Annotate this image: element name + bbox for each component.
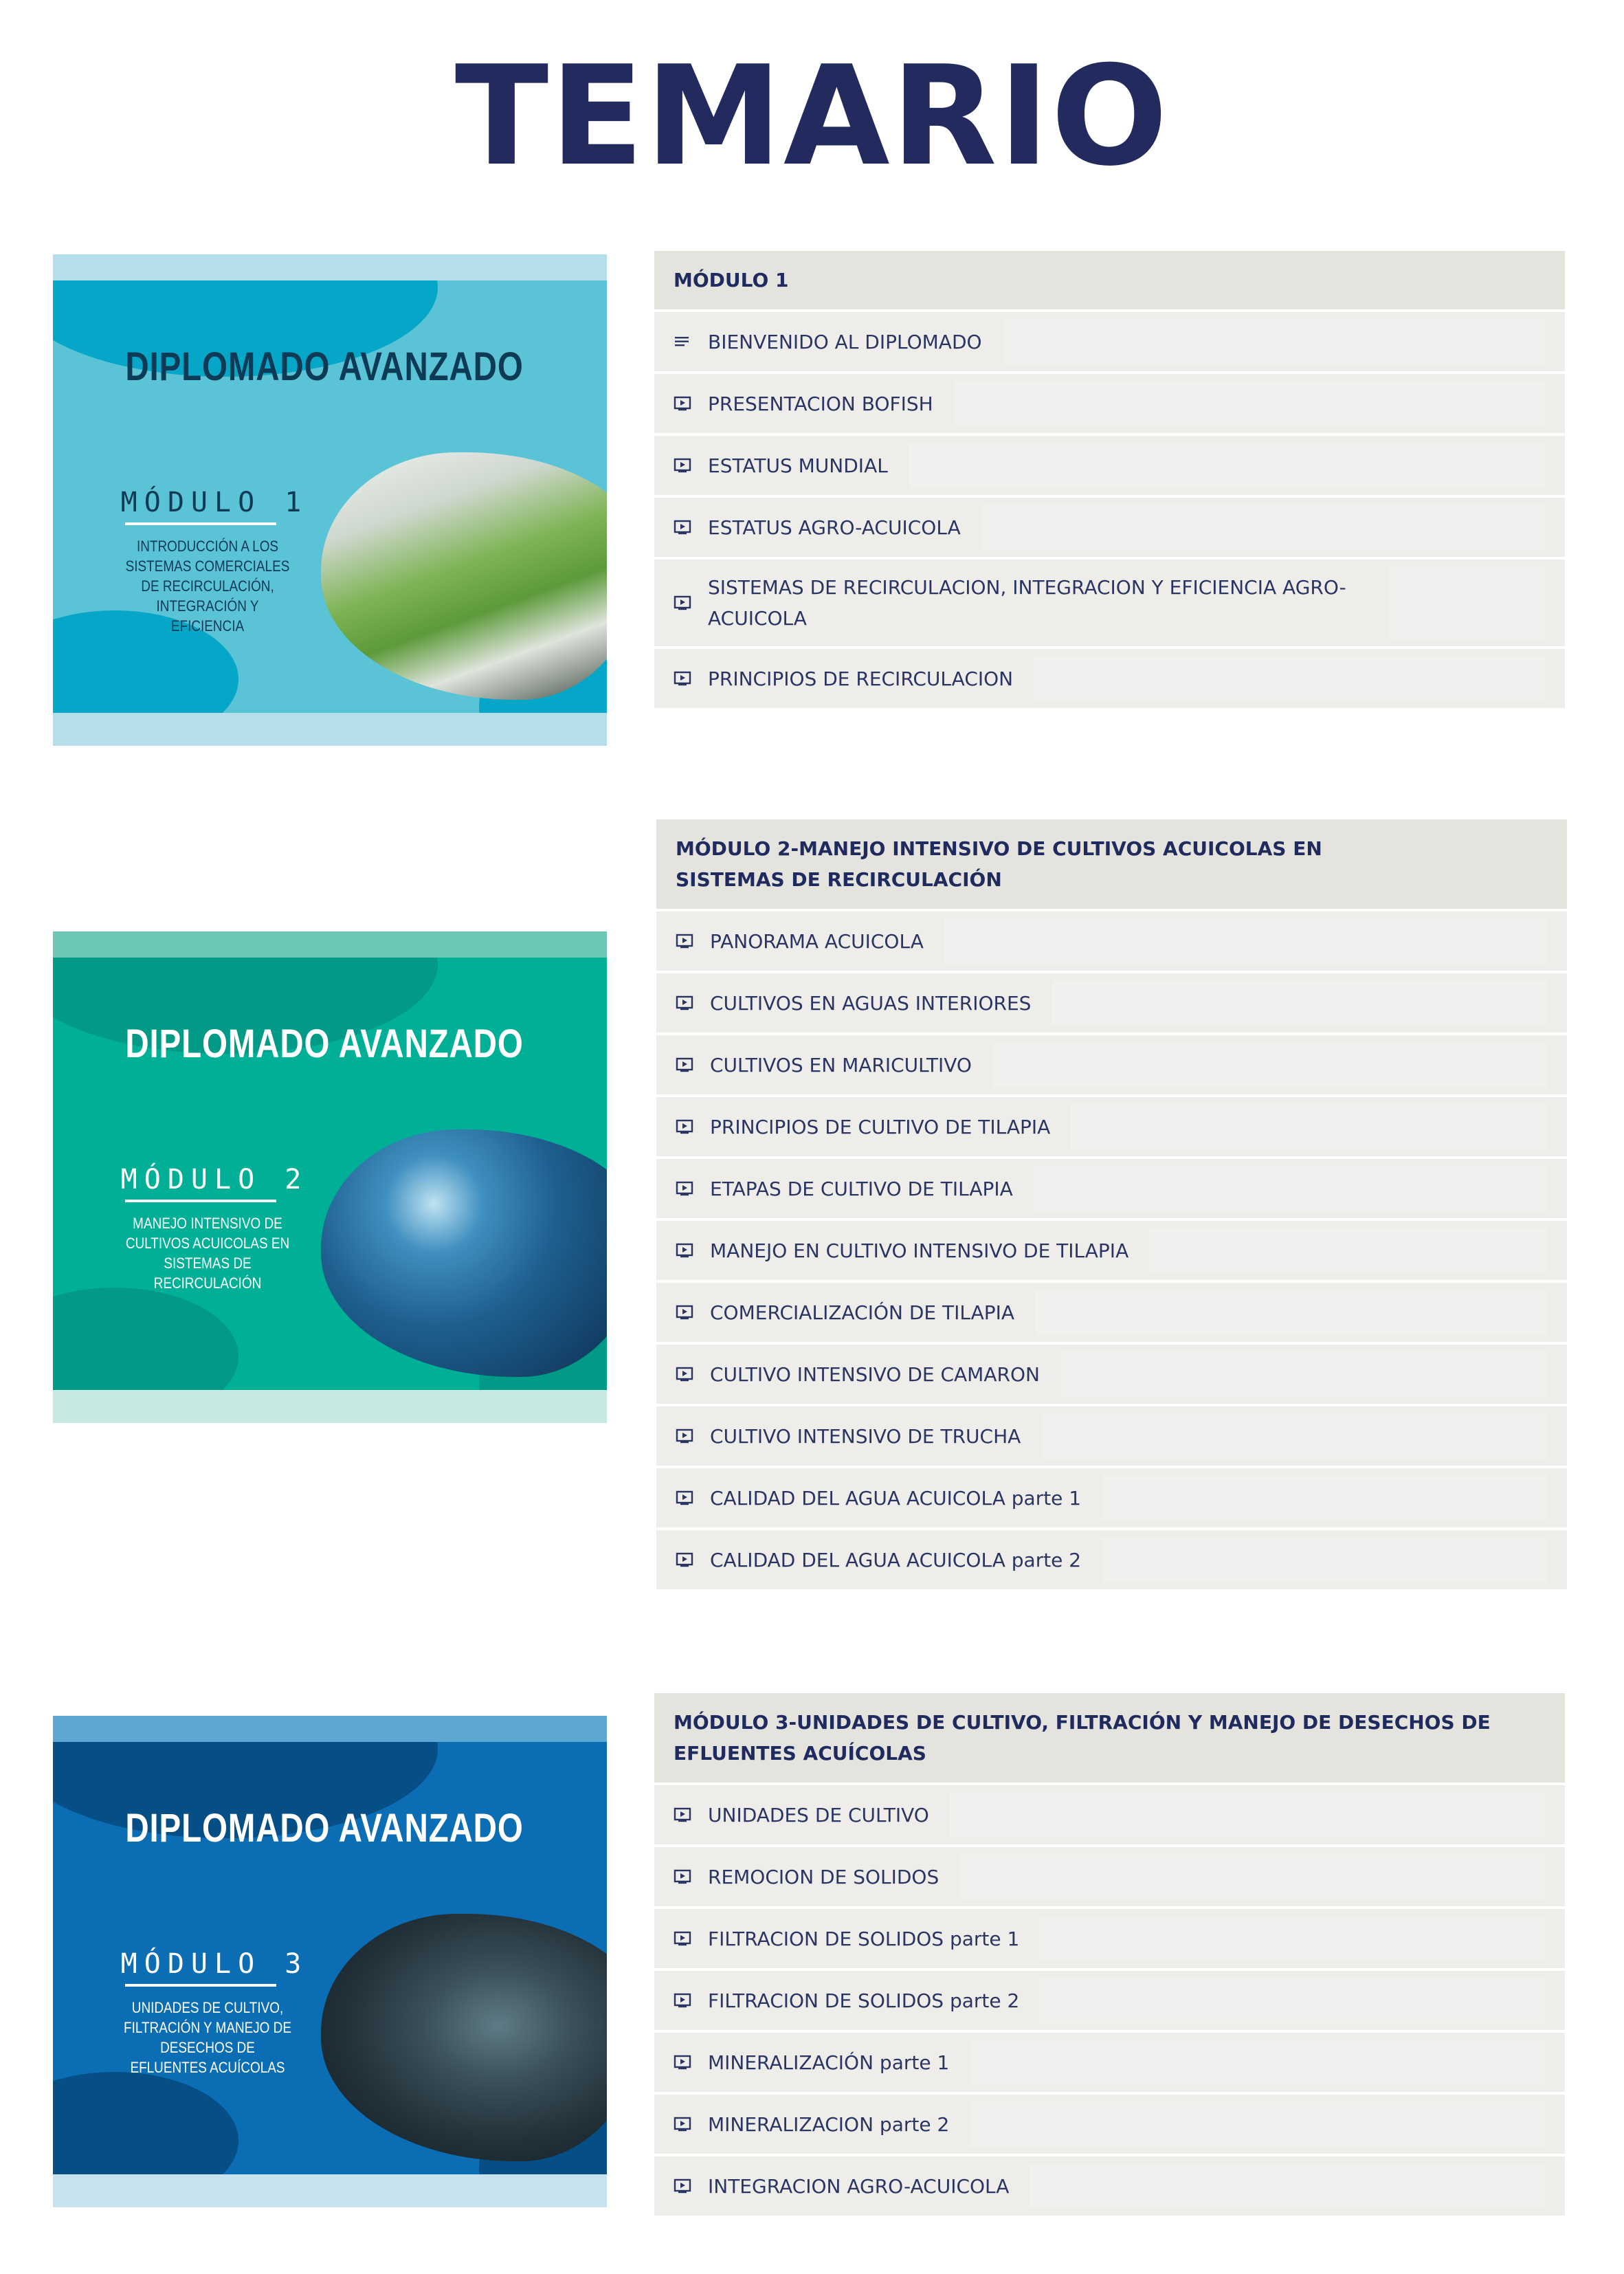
cover-bottom-band — [53, 2174, 607, 2207]
cover-module-label: MÓDULO 2 — [120, 1164, 309, 1195]
lesson-title: CULTIVO INTENSIVO DE TRUCHA — [710, 1424, 1021, 1448]
video-play-icon — [676, 1305, 703, 1320]
cover-background — [53, 958, 607, 1390]
lesson-item[interactable] — [654, 309, 1565, 371]
lesson-title: FILTRACION DE SOLIDOS parte 2 — [708, 1989, 1020, 2012]
video-play-icon — [676, 995, 703, 1011]
lesson-item[interactable] — [656, 971, 1567, 1033]
module-3-cover — [53, 1716, 607, 2207]
lesson-item[interactable] — [654, 1844, 1565, 1906]
lesson-title: CALIDAD DEL AGUA ACUICOLA parte 2 — [710, 1548, 1082, 1571]
lesson-item[interactable] — [654, 2030, 1565, 2092]
video-play-icon — [674, 2178, 701, 2194]
video-play-icon — [676, 1057, 703, 1072]
module-3-list — [654, 1693, 1565, 2216]
video-play-icon — [674, 671, 701, 686]
lesson-title: PRINCIPIOS DE CULTIVO DE TILAPIA — [710, 1115, 1051, 1138]
video-play-icon — [676, 934, 703, 949]
cover-heading: DIPLOMADO AVANZADO — [125, 1022, 524, 1066]
lesson-item[interactable] — [656, 1094, 1567, 1156]
cover-bottom-band — [53, 713, 607, 746]
module-2-list — [656, 819, 1567, 1589]
cover-top-band — [53, 1716, 607, 1742]
tilapia-photo — [321, 1914, 607, 2161]
lesson-title: ETAPAS DE CULTIVO DE TILAPIA — [710, 1177, 1013, 1200]
lesson-title: FILTRACION DE SOLIDOS parte 1 — [708, 1927, 1020, 1950]
lesson-title: PANORAMA ACUICOLA — [710, 929, 924, 953]
lesson-item[interactable] — [654, 1906, 1565, 1968]
lesson-item[interactable] — [656, 1466, 1567, 1527]
cover-blob-shape — [53, 1288, 238, 1390]
cover-blob-shape — [53, 2072, 238, 2174]
lesson-item[interactable] — [656, 1280, 1567, 1342]
fish-school-photo — [321, 1129, 607, 1377]
lesson-item[interactable] — [654, 1968, 1565, 2030]
cover-background — [53, 280, 607, 713]
cover-heading: DIPLOMADO AVANZADO — [125, 344, 524, 389]
cover-divider — [125, 522, 276, 525]
cover-bottom-band — [53, 1390, 607, 1423]
lesson-item[interactable] — [654, 2154, 1565, 2216]
video-play-icon — [676, 1243, 703, 1258]
video-play-icon — [674, 595, 701, 610]
lesson-title: PRINCIPIOS DE RECIRCULACION — [708, 667, 1014, 690]
video-play-icon — [674, 1807, 701, 1822]
lesson-item[interactable] — [656, 1033, 1567, 1094]
cover-module-label: MÓDULO 1 — [120, 487, 309, 518]
video-play-icon — [676, 1428, 703, 1444]
module-1-cover — [53, 254, 607, 746]
lesson-item[interactable] — [656, 1404, 1567, 1466]
video-play-icon — [674, 2055, 701, 2070]
lesson-item[interactable] — [654, 371, 1565, 433]
cover-heading: DIPLOMADO AVANZADO — [125, 1806, 524, 1851]
lesson-item[interactable] — [654, 646, 1565, 708]
video-play-icon — [674, 1869, 701, 1884]
lesson-title: CULTIVOS EN AGUAS INTERIORES — [710, 991, 1032, 1015]
lesson-item[interactable] — [654, 433, 1565, 495]
video-play-icon — [674, 458, 701, 473]
lesson-title: REMOCION DE SOLIDOS — [708, 1865, 939, 1888]
module-2-cover — [53, 931, 607, 1423]
video-play-icon — [676, 1367, 703, 1382]
lesson-item[interactable] — [656, 1218, 1567, 1280]
lesson-title: ESTATUS AGRO-ACUICOLA — [708, 516, 961, 539]
video-play-icon — [674, 396, 701, 411]
text-lines-icon — [674, 335, 701, 349]
cover-top-band — [53, 254, 607, 280]
video-play-icon — [674, 520, 701, 535]
cover-module-label: MÓDULO 3 — [120, 1948, 309, 1980]
module-header: MÓDULO 1 — [654, 251, 1565, 309]
video-play-icon — [676, 1490, 703, 1505]
lesson-title: MINERALIZACION parte 2 — [708, 2112, 950, 2136]
video-play-icon — [674, 1993, 701, 2008]
lesson-title: SISTEMAS DE RECIRCULACION, INTEGRACION Y EFICIENCIA AGRO-ACUICOLA — [708, 576, 1346, 630]
video-play-icon — [676, 1181, 703, 1196]
cover-top-band — [53, 931, 607, 958]
module-1-list — [654, 251, 1565, 708]
lesson-item[interactable] — [656, 1156, 1567, 1218]
video-play-icon — [676, 1119, 703, 1134]
module-header: MÓDULO 2-MANEJO INTENSIVO DE CULTIVOS ACUICOLAS EN SISTEMAS DE RECIRCULACIÓN — [656, 819, 1567, 909]
video-play-icon — [674, 1931, 701, 1946]
lesson-item[interactable] — [654, 2092, 1565, 2154]
cover-subtitle: INTRODUCCIÓN A LOS SISTEMAS COMERCIALES DE RECIRCULACIÓN, INTEGRACIÓN Y EFICIENCIA — [125, 538, 290, 634]
lesson-item[interactable] — [656, 1342, 1567, 1404]
cover-subtitle: UNIDADES DE CULTIVO, FILTRACIÓN Y MANEJO DE DESECHOS DE EFLUENTES ACUÍCOLAS — [124, 1999, 291, 2076]
cover-subtitle: MANEJO INTENSIVO DE CULTIVOS ACUICOLAS EN SISTEMAS DE RECIRCULACIÓN — [125, 1215, 290, 1292]
lesson-title: ESTATUS MUNDIAL — [708, 454, 888, 477]
lesson-title: COMERCIALIZACIÓN DE TILAPIA — [710, 1301, 1015, 1324]
lesson-title: UNIDADES DE CULTIVO — [708, 1803, 929, 1826]
cover-divider — [125, 1200, 276, 1202]
lesson-item[interactable] — [656, 909, 1567, 971]
cover-divider — [125, 1984, 276, 1987]
lesson-title: MINERALIZACIÓN parte 1 — [708, 2051, 950, 2074]
lesson-title: PRESENTACION BOFISH — [708, 392, 933, 415]
lesson-title: CULTIVO INTENSIVO DE CAMARON — [710, 1362, 1040, 1386]
lesson-title: CULTIVOS EN MARICULTIVO — [710, 1053, 972, 1077]
lesson-item[interactable] — [654, 1782, 1565, 1844]
lettuce-photo — [321, 452, 607, 700]
page-title: TEMARIO — [454, 36, 1170, 197]
video-play-icon — [674, 2117, 701, 2132]
lesson-title: MANEJO EN CULTIVO INTENSIVO DE TILAPIA — [710, 1239, 1129, 1262]
lesson-title: CALIDAD DEL AGUA ACUICOLA parte 1 — [710, 1486, 1082, 1510]
cover-background — [53, 1742, 607, 2174]
video-play-icon — [676, 1552, 703, 1567]
lesson-item[interactable] — [654, 557, 1565, 646]
lesson-item[interactable] — [656, 1527, 1567, 1589]
module-header: MÓDULO 3-UNIDADES DE CULTIVO, FILTRACIÓN Y MANEJO DE DESECHOS DE EFLUENTES ACUÍCOLAS — [654, 1693, 1565, 1782]
lesson-title: BIENVENIDO AL DIPLOMADO — [708, 330, 982, 353]
lesson-item[interactable] — [654, 495, 1565, 557]
lesson-title: INTEGRACION AGRO-ACUICOLA — [708, 2174, 1010, 2198]
